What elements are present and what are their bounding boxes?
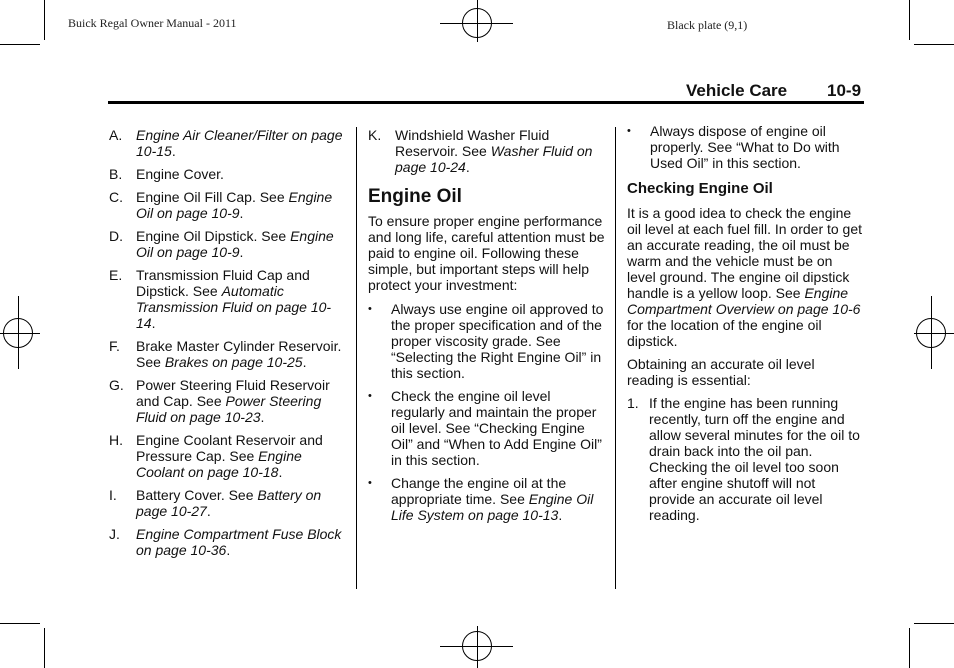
page-number: 10-9 [827, 81, 862, 100]
crop-mark [909, 628, 910, 668]
bullet-item: • Check the engine oil level regularly and maintain the proper oil level. See “Checking Engine Oil” and “When to Add Engine Oil” in this section. [368, 388, 602, 468]
list-item: B. Engine Cover. [109, 166, 224, 182]
paragraph: It is a good idea to check the engine oil level at each fuel fill. In order to get an accurate reading, the oil must be warm and the vehicle must be on level ground. The engine oil dipstick handle is a yellow loop. See Engine Compartment Overview on page 10-6 for the location of the engine oil dipstick. [627, 205, 863, 349]
crop-mark [44, 0, 45, 40]
crop-mark [0, 623, 40, 624]
crop-mark [909, 0, 910, 40]
column-3 [627, 123, 865, 530]
list-item: H. Engine Coolant Reservoir and Pressure Cap. See Engine Coolant on page 10-18. [109, 432, 323, 480]
column-divider [356, 127, 357, 589]
manual-title: Buick Regal Owner Manual - 2011 [68, 16, 237, 30]
crop-mark [914, 44, 954, 45]
plate-label: Black plate (9,1) [667, 18, 748, 32]
column-divider [615, 127, 616, 589]
paragraph: Obtaining an accurate oil level reading is essential: [627, 356, 815, 388]
list-item: I. Battery Cover. See Battery on page 10-27. [109, 487, 322, 519]
bullet-item: • Change the engine oil at the appropriate time. See Engine Oil Life System on page 10-13. [368, 475, 594, 523]
bullet-item: • Always dispose of engine oil properly. See “What to Do with Used Oil” in this section. [627, 123, 840, 171]
column-1 [109, 127, 347, 565]
list-item: C. Engine Oil Fill Cap. See Engine Oil on page 10-9. [109, 189, 333, 221]
list-item: J. Engine Compartment Fuse Block on page 10-36. [109, 526, 342, 558]
list-item: D. Engine Oil Dipstick. See Engine Oil on page 10-9. [109, 228, 334, 260]
list-item: K. Windshield Washer Fluid Reservoir. See Washer Fluid on page 10-24. [368, 127, 593, 175]
subsection-heading: Checking Engine Oil [627, 180, 773, 197]
bullet-item: • Always use engine oil approved to the proper specification and of the proper viscosity grade. See “Selecting the Right Engine Oil” in this section. [368, 301, 604, 381]
section-heading: Engine Oil [368, 186, 462, 207]
crop-mark [44, 628, 45, 668]
crop-mark [914, 623, 954, 624]
intro-paragraph: To ensure proper engine performance and long life, careful attention must be paid to engine oil. Following these simple, but important steps will help protect your investment: [368, 213, 605, 293]
crop-mark [0, 44, 40, 45]
section-title: Vehicle Care [686, 81, 788, 100]
column-2 [368, 127, 605, 530]
list-item: E. Transmission Fluid Cap and Dipstick. See Automatic Transmission Fluid on page 10-14. [109, 267, 332, 331]
list-item: A. Engine Air Cleaner/Filter on page 10-15. [109, 127, 343, 159]
list-item: G. Power Steering Fluid Reservoir and Cap. See Power Steering Fluid on page 10-23. [109, 377, 330, 425]
list-item: F. Brake Master Cylinder Reservoir. See Brakes on page 10-25. [109, 338, 342, 370]
header-rule [108, 101, 864, 104]
numbered-step: 1. If the engine has been running recently, turn off the engine and allow several minutes for the oil to drain back into the oil pan. Checking the oil level too soon after engine shutoff will not provide an accurate oil level reading. [627, 395, 860, 523]
